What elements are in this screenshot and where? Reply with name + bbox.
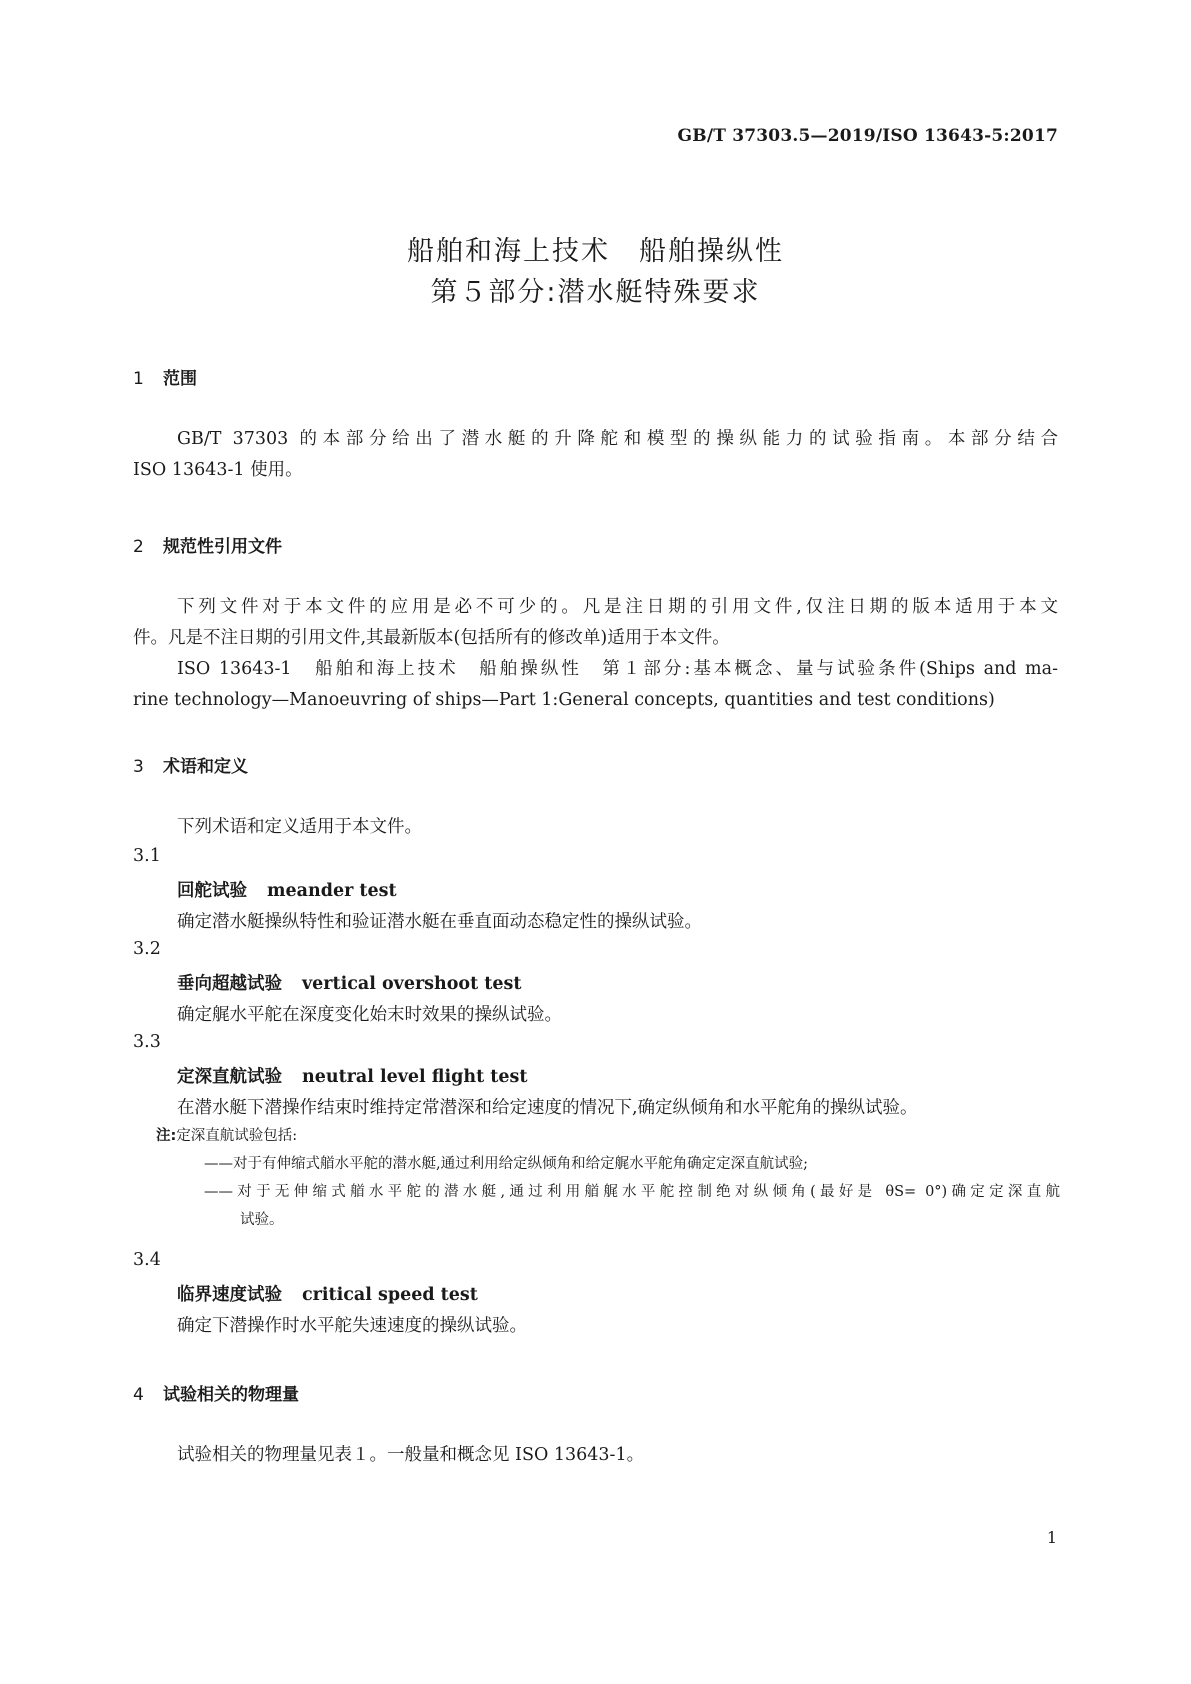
section-1-paragraph-line2: ISO 13643-1 使用。 xyxy=(133,460,303,480)
term-name-en: neutral level flight test xyxy=(302,1067,528,1087)
section-1-paragraph-line1: GB/T 37303 的本部分给出了潜水艇的升降舵和模型的操纵能力的试验指南。本部分结合 xyxy=(177,429,1058,449)
term-number: 3.3 xyxy=(133,1032,161,1052)
term-name-zh: 回舵试验 xyxy=(177,881,247,901)
section-title: 规范性引用文件 xyxy=(163,537,282,557)
section-title: 范围 xyxy=(163,369,197,389)
term-name xyxy=(177,877,397,902)
section-3-heading xyxy=(133,752,248,777)
document-title-line2: 第５部分:潜水艇特殊要求 xyxy=(430,277,761,308)
section-number: 2 xyxy=(133,537,144,557)
standard-code: GB/T 37303.5—2019/ISO 13643-5:2017 xyxy=(677,126,1058,146)
term-number: 3.1 xyxy=(133,846,161,866)
term-name-en: vertical overshoot test xyxy=(302,974,522,994)
note-list-item: ——对于有伸缩式艏水平舵的潜水艇,通过利用给定纵倾角和给定艉水平舵角确定定深直航试验; xyxy=(204,1156,808,1172)
term-definition: 在潜水艇下潜操作结束时维持定常潜深和给定速度的情况下,确定纵倾角和水平舵角的操纵试验。 xyxy=(177,1098,918,1118)
section-number: 3 xyxy=(133,757,144,777)
term-definition: 确定艉水平舵在深度变化始末时效果的操纵试验。 xyxy=(177,1005,562,1025)
page-number: 1 xyxy=(1046,1528,1057,1547)
term-name xyxy=(177,1281,478,1306)
term-name xyxy=(177,1063,527,1088)
note-label: 注: xyxy=(156,1128,177,1144)
term-definition: 确定下潜操作时水平舵失速速度的操纵试验。 xyxy=(177,1316,527,1336)
section-title: 试验相关的物理量 xyxy=(163,1385,299,1405)
normative-reference-line2: rine technology—Manoeuvring of ships—Part 1:General concepts, quantities and test conditions) xyxy=(133,690,995,710)
section-1-heading xyxy=(133,364,197,389)
section-4-heading xyxy=(133,1380,299,1405)
term-name-en: critical speed test xyxy=(302,1285,478,1305)
section-2-heading xyxy=(133,532,282,557)
term-name-en: meander test xyxy=(267,881,397,901)
note xyxy=(156,1124,297,1145)
section-title: 术语和定义 xyxy=(163,757,248,777)
term-name-zh: 临界速度试验 xyxy=(177,1285,282,1305)
term-definition: 确定潜水艇操纵特性和验证潜水艇在垂直面动态稳定性的操纵试验。 xyxy=(177,912,702,932)
section-3-intro: 下列术语和定义适用于本文件。 xyxy=(177,817,422,837)
note-text: 定深直航试验包括: xyxy=(176,1128,298,1144)
note-list-item-continuation: 试验。 xyxy=(240,1212,284,1228)
term-name xyxy=(177,970,521,995)
note-list-item: ——对于无伸缩式艏水平舵的潜水艇,通过利用艏艉水平舵控制绝对纵倾角(最好是 θS= 0°)确定定深直航 xyxy=(204,1184,1060,1200)
section-4-paragraph: 试验相关的物理量见表１。一般量和概念见 ISO 13643-1。 xyxy=(177,1445,645,1465)
term-name-zh: 定深直航试验 xyxy=(177,1067,282,1087)
section-number: 4 xyxy=(133,1385,144,1405)
document-title-line1: 船舶和海上技术 船舶操纵性 xyxy=(407,236,784,267)
normative-reference-line1: ISO 13643-1 船舶和海上技术 船舶操纵性 第１部分:基本概念、量与试验条件(Ships and ma- xyxy=(177,659,1058,679)
section-2-paragraph-line2: 件。凡是不注日期的引用文件,其最新版本(包括所有的修改单)适用于本文件。 xyxy=(133,628,730,648)
section-2-paragraph-line1: 下列文件对于本文件的应用是必不可少的。凡是注日期的引用文件,仅注日期的版本适用于本文 xyxy=(177,597,1058,617)
term-number: 3.2 xyxy=(133,939,161,959)
term-number: 3.4 xyxy=(133,1250,161,1270)
section-number: 1 xyxy=(133,369,144,389)
term-name-zh: 垂向超越试验 xyxy=(177,974,282,994)
